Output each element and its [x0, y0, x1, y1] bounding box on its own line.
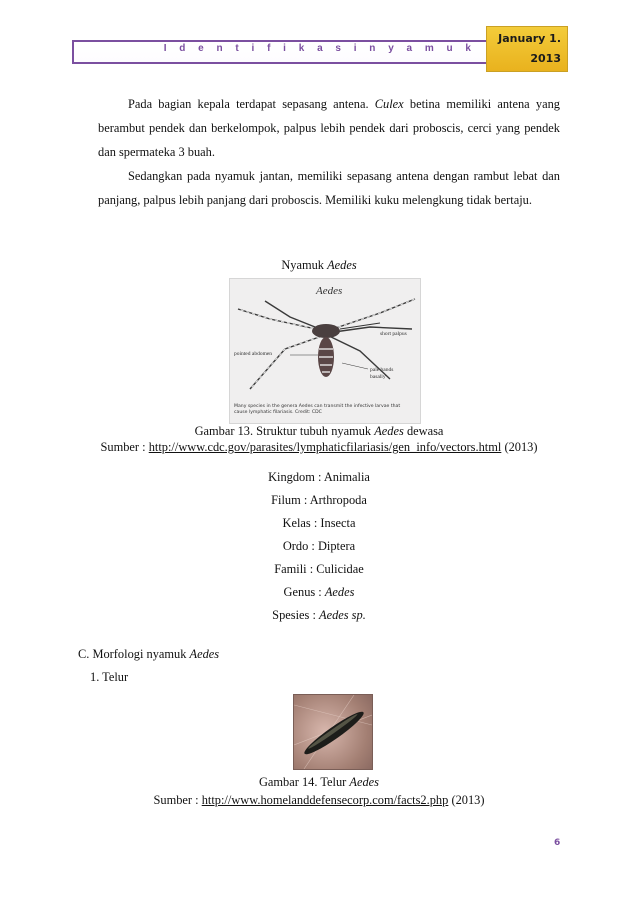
taxonomy-ordo: Ordo : Diptera [282, 539, 356, 553]
paragraph-culex [98, 92, 560, 164]
mosquito-illustration [230, 279, 420, 403]
figure1-source-year: (2013) [504, 440, 538, 454]
header-date-line2: 2013 [530, 52, 561, 65]
taxonomy-kingdom: Kingdom : Animalia [268, 470, 370, 484]
label-pale-bands: pale bands [370, 367, 394, 373]
figure1-source-link[interactable]: http://www.cdc.gov/parasites/lymphaticfilariasis/gen_info/vectors.html [148, 440, 502, 454]
taxonomy-filum: Filum : Arthropoda [271, 493, 367, 507]
figure1-caption [0, 424, 638, 439]
para1-culex: Culex [374, 97, 404, 111]
taxonomy-genus [0, 585, 638, 600]
taxonomy-genus-label: Genus : [283, 585, 322, 599]
taxonomy-kelas: Kelas : Insecta [282, 516, 356, 530]
label-pointed-abdomen: pointed abdomen [234, 351, 273, 357]
figure1-heading-em: Aedes [327, 258, 357, 272]
taxonomy-spesies-value: Aedes sp. [319, 608, 366, 622]
taxonomy-spesies-label: Spesies : [272, 608, 316, 622]
figure2-caption-em: Aedes [349, 775, 380, 789]
paragraph-jantan [98, 164, 560, 212]
header-date-line1: January 1. [498, 32, 561, 45]
page-number: 6 [554, 838, 561, 848]
taxonomy-spesies [0, 608, 638, 623]
taxonomy-famili: Famili : Culicidae [274, 562, 364, 576]
figure2-source [0, 793, 638, 808]
figure2-caption-text: Gambar 14. Telur [258, 775, 347, 789]
section-c-heading [78, 647, 219, 662]
egg-illustration [294, 695, 372, 769]
figure1-caption-em: Aedes [374, 424, 404, 438]
label-short-palpus: short palpus [380, 331, 407, 337]
label-basally: basally [370, 374, 386, 380]
diagram-credit: Many species in the genera Aedes can transmit the infective larvae that cause lymphatic filariasis. Credit: CDC [234, 404, 401, 415]
figure1-source [0, 440, 638, 455]
figure2-source-label: Sumber : [153, 793, 199, 807]
figure1-caption-text: Gambar 13. Struktur tubuh nyamuk [194, 424, 372, 438]
figure1-heading-text: Nyamuk [281, 258, 324, 272]
header-date-box [486, 26, 568, 72]
para1-text: Pada bagian kepala terdapat sepasang antena. [128, 97, 369, 111]
para2-text: Sedangkan pada nyamuk jantan, memiliki sepasang antena dengan rambut lebat dan panjang, palpus lebih panjang dari proboscis. Memiliki kuku melengkung tidak bertaju. [98, 169, 560, 207]
figure1-heading [0, 258, 638, 273]
figure2-caption [0, 775, 638, 790]
aedes-egg-photo [293, 694, 373, 770]
taxonomy-genus-value: Aedes [324, 585, 355, 599]
section-c-text: C. Morfologi nyamuk [78, 647, 187, 661]
diagram-title: Aedes [316, 285, 343, 297]
figure1-source-label: Sumber : [100, 440, 146, 454]
figure2-source-link[interactable]: http://www.homelanddefensecorp.com/facts2.php [201, 793, 449, 807]
figure2-source-year: (2013) [451, 793, 485, 807]
aedes-mosquito-diagram [229, 278, 421, 424]
subsection-telur: 1. Telur [90, 670, 129, 684]
section-c-em: Aedes [189, 647, 220, 661]
para1-rest: betina memiliki antena yang berambut pendek dan berkelompok, palpus lebih pendek dari proboscis, cerci yang pendek dan spermateka 3 buah. [98, 97, 560, 159]
page-header [72, 26, 568, 64]
figure1-caption-rest: dewasa [406, 424, 444, 438]
header-title: I d e n t i f i k a s i n y a m u k [163, 43, 476, 54]
